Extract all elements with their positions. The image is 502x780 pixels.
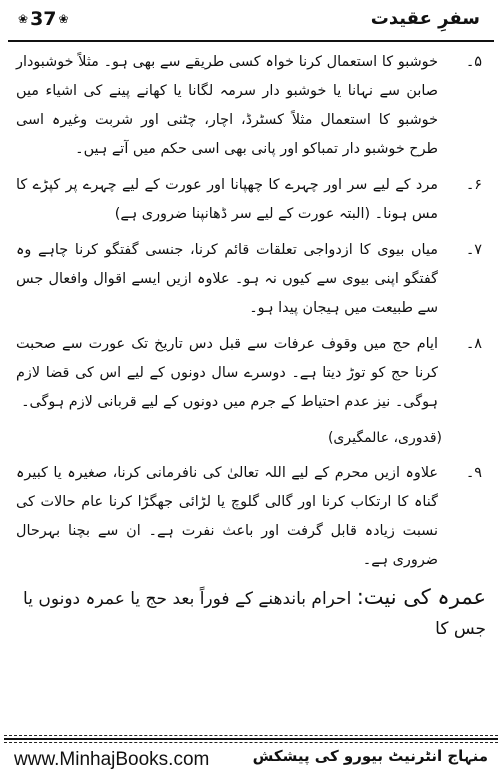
list-item [16,330,486,417]
page-content [16,48,486,644]
footer-rule [4,735,498,736]
item-text: علاوہ ازیں محرم کے لیے اللہ تعالیٰ کی نافرمانی کرنا، صغیرہ یا کبیرہ گناہ کا ارتکاب کرنا اور گالی گلوچ یا لڑائی جھگڑا کرنا عام حالات کی نسبت زیادہ قابل گرفت اور باعث نفرت ہے۔ ان سے بچنا بہرحال ضروری ہے۔ [16,465,438,568]
item-number: ۵۔ [465,54,482,70]
item-number: ۶۔ [465,177,482,193]
footer-rule [4,738,498,740]
item-text: ایام حج میں وقوف عرفات سے قبل دس تاریخ تک عورت سے صحبت کرنا حج کو توڑ دیتا ہے۔ دوسرے سال دونوں کے لیے اس کی قضا لازم ہوگی۔ نیز عدم احتیاط کے جرم میں دونوں کے لیے قربانی لازم ہوگی۔ [16,336,438,410]
umrah-intention [16,582,486,644]
list-item [16,48,486,164]
item-text: خوشبو کا استعمال کرنا خواہ کسی طریقے سے بھی ہو۔ مثلاً خوشبودار صابن سے نہانا یا خوشبو دار سرمہ لگانا یا کھانے پینے کی اشیاء میں خوشبو کا استعمال مثلاً کسٹرڈ، اچار، چٹنی اور شربت وغیرہ اسی طرح خوشبو دار تمباکو اور پانی بھی اسی حکم میں آتے ہیں۔ [16,54,438,157]
ornament-icon: ❀ [18,12,29,26]
item-number: ۸۔ [465,336,482,352]
page-number [18,8,69,30]
item-text: مرد کے لیے سر اور چہرے کا چھپانا اور عورت کے لیے چہرے پر کپڑے کا مس ہونا۔ (البتہ عورت کے لیے سر ڈھانپنا ضروری ہے) [16,177,438,222]
item-number: ۷۔ [465,242,482,258]
header-rule [8,40,494,42]
item-number: ۹۔ [465,465,482,481]
ornament-icon: ❀ [58,12,69,26]
item-text: میاں بیوی کا ازدواجی تعلقات قائم کرنا، جنسی گفتگو کرنا چاہے وہ گفتگو اپنی بیوی سے کیوں نہ ہو۔ علاوہ ازیں ایسے اقوال وافعال جس سے طبیعت میں ہیجان پیدا ہو۔ [16,242,438,316]
page-header [0,4,502,40]
website-url: www.MinhajBooks.com [14,749,210,770]
footer-rule [4,742,498,743]
book-title: سفرِ عقیدت [370,8,480,29]
list-item [16,171,486,229]
list-item [16,459,486,575]
page-number-value: 37 [30,8,57,30]
section-text: احرام باندھنے کے فوراً بعد حج یا عمرہ دونوں یا جس کا [23,589,486,639]
section-label: عمرہ کی نیت: [356,585,486,609]
citation: (قدوری، عالمگیری) [327,430,442,446]
list-item [16,236,486,323]
publisher-credit: منہاج انٹرنیٹ بیورو کی پیشکش [252,747,488,765]
